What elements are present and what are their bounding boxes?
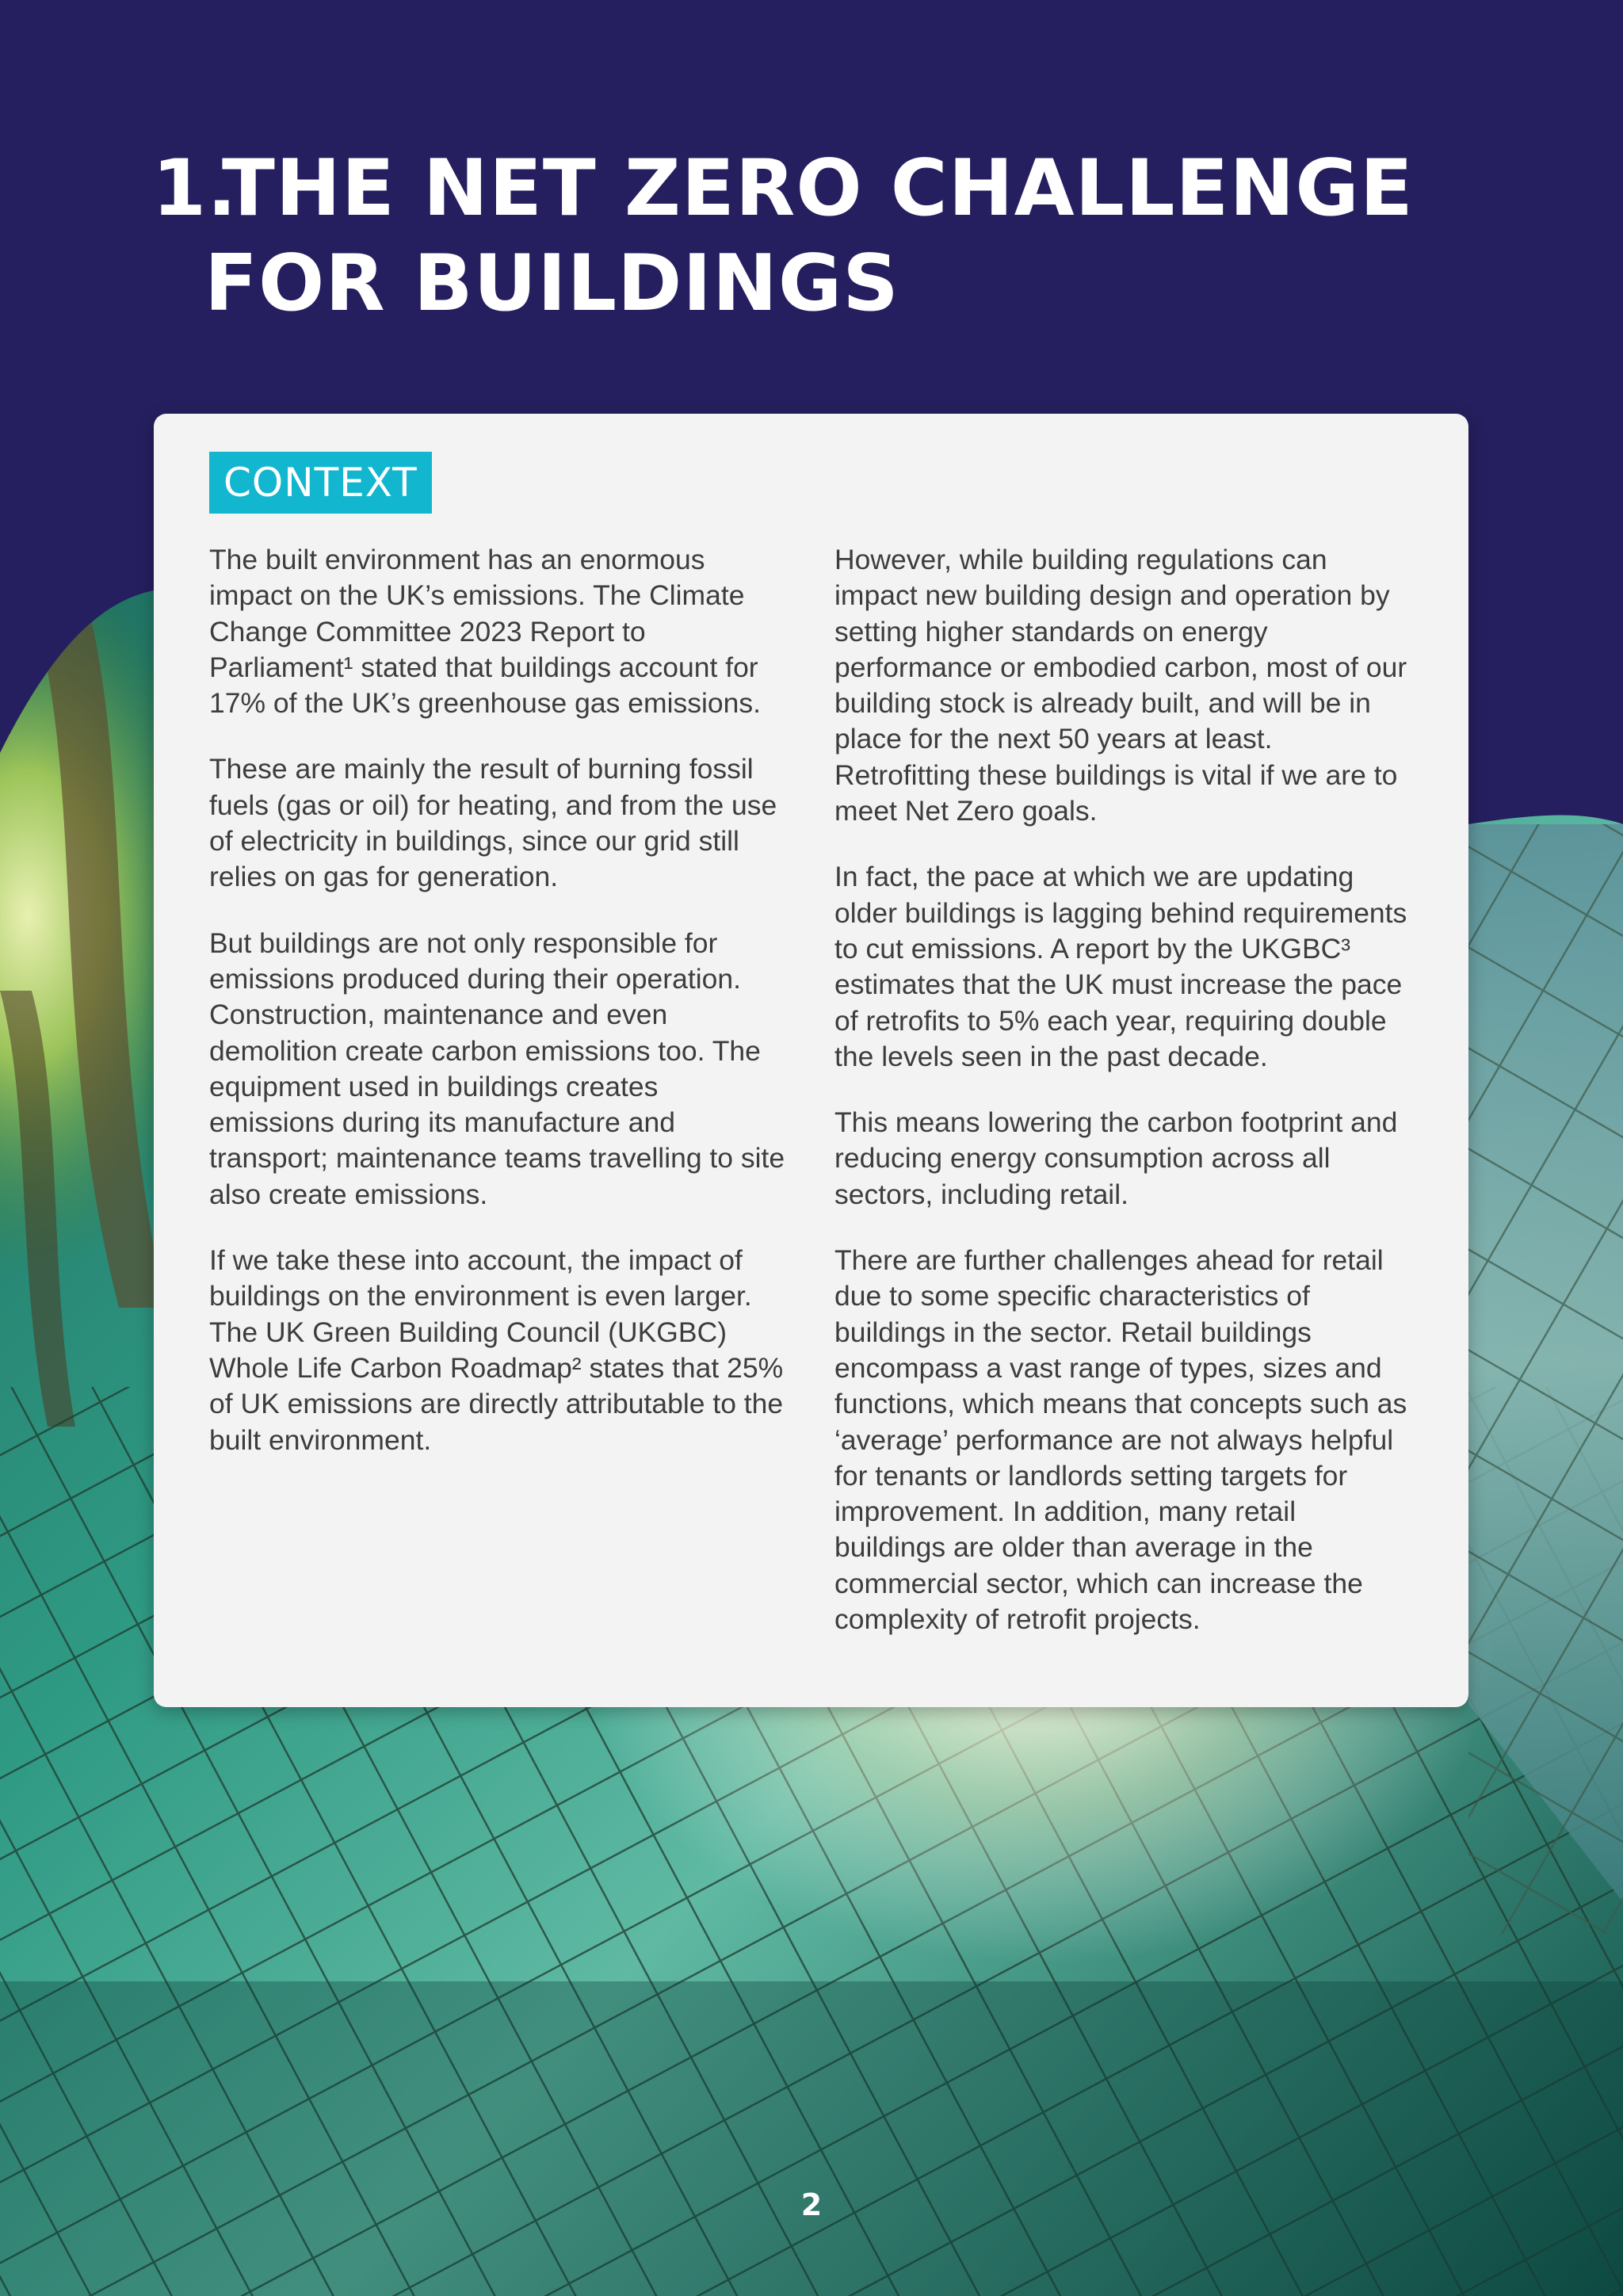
paragraph: There are further challenges ahead for retail due to some specific characteristics of buildings in the sector. Retail buildings encompass a vast range of types, sizes and functions, which means that concepts such as ‘average’ performance are not always helpful for tenants or landlords setting targets for improvement. In addition, many retail buildings are older than average in the commercial sector, which can increase the complexity of retrofit projects. [834, 1244, 1407, 1636]
context-badge: CONTEXT [209, 452, 432, 514]
paragraph: If we take these into account, the impact of buildings on the environment is even larger. The UK Green Building Council (UKGBC) Whole Life Carbon Roadmap² states that 25% of UK emissions are directly attributable to the built environment. [209, 1244, 784, 1456]
paragraph: The built environment has an enormous impact on the UK’s emissions. The Climate Change Committee 2023 Report to Parliament¹ stated that buildings account for 17% of the UK’s greenhouse gas emissions. [209, 544, 761, 720]
page-title [152, 141, 1499, 331]
paragraph: In fact, the pace at which we are updating older buildings is lagging behind requirements to cut emissions. A report by the UKGBC³ estimates that the UK must increase the pace of retrofits to 5% each year, requiring double the levels seen in the past decade. [834, 861, 1407, 1072]
context-card [154, 414, 1468, 1707]
paragraph: These are mainly the result of burning fossil fuels (gas or oil) for heating, and from the use of electricity in buildings, since our grid still relies on gas for generation. [209, 753, 777, 893]
paragraph: This means lowering the carbon footprint and reducing energy consumption across all sectors, including retail. [834, 1106, 1398, 1210]
title-number: 1. [152, 143, 238, 234]
left-column [209, 542, 788, 1488]
paragraph: However, while building regulations can impact new building design and operation by setting higher standards on energy performance or embodied carbon, most of our building stock is already built, and will be in place for the next 50 years at least. Retrofitting these buildings is vital if we are to meet Net Zero goals. [834, 544, 1407, 827]
title-line-2: FOR BUILDINGS [204, 239, 899, 329]
paragraph: But buildings are not only responsible for emissions produced during their operation. Construction, maintenance and even demolition create carbon emissions too. The equipment used in buildings creates emissions during its manufacture and transport; maintenance teams travelling to site also create emissions. [209, 926, 785, 1210]
page-number: 2 [800, 2187, 823, 2222]
right-column [834, 542, 1413, 1668]
title-line-1: THE NET ZERO CHALLENGE [222, 143, 1414, 234]
